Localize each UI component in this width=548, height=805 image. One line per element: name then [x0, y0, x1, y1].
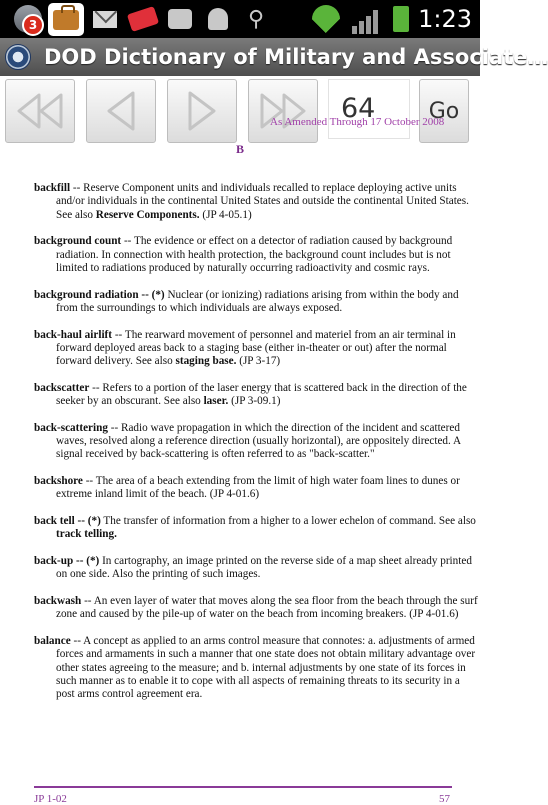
android-icon[interactable]: [204, 4, 232, 34]
navigation-toolbar: [0, 76, 480, 146]
entry-cross-reference[interactable]: Reserve Components.: [95, 208, 200, 221]
entry-definition: The evidence or effect on a detector of radiation caused by background radiation. In connection with health protection, the background count includes but is not limited to radiations produced by naturally occurring radioactivity and cosmic rays.: [56, 235, 453, 274]
entry-source: (JP 4-05.1): [199, 208, 252, 221]
tag-icon[interactable]: [126, 4, 160, 34]
amendment-note: As Amended Through 17 October 2008: [270, 116, 445, 128]
section-letter: B: [236, 142, 245, 156]
entry-definition: The area of a beach extending from the limit of high water foam lines to dunes or extreme inland limit of the beach. (JP 4-01.6): [56, 475, 460, 501]
entry-separator: --: [89, 381, 103, 394]
dod-seal-icon: [5, 44, 31, 70]
dictionary-entry: [34, 555, 480, 582]
status-bar: [0, 0, 480, 38]
dictionary-entry: [34, 635, 480, 701]
entry-term: back tell -- (*): [34, 515, 101, 528]
page-footer: [34, 793, 450, 805]
go-button[interactable]: Go: [419, 79, 469, 143]
app-title: DOD Dictionary of Military and Associate…: [44, 45, 548, 69]
entry-definition: Reserve Component units and individuals recalled to replace deploying active units and/or individuals in the continental United States and outside the continental United States. See also: [56, 182, 469, 221]
entry-source: (JP 3-17): [236, 355, 281, 368]
dictionary-entry: [34, 382, 480, 409]
entry-separator: --: [112, 328, 125, 341]
entry-term: back-haul airlift: [34, 328, 113, 341]
briefcase-icon[interactable]: [48, 3, 84, 36]
footer-page-number: 57: [439, 793, 450, 805]
entry-definition: The rearward movement of personnel and materiel from an air terminal in forward deployed areas back to a staging base (either in-theater or out) after the normal forward delivery. See also: [56, 328, 456, 368]
entry-term: backfill: [34, 182, 71, 194]
right-arrow-icon: [182, 89, 222, 133]
footer-publication: JP 1-02: [34, 793, 67, 805]
entry-definition: Radio wave propagation in which the direction of the incident and scattered waves, resolved along a reference direction (usually horizontal), are oppositely directed. A signal received by back-scattering is often referred to as "back-scatter.": [56, 421, 461, 461]
entry-definition: A concept as applied to an arms control measure that connotes: a. adjustments of armed forces and armaments in such a manner that one state does not obtain military advantage over other states agreeing to the measure; and b. internal adjustments by one state of its forces in such manner as to enable it to cope with all aspects of remaining threats to its security in a post arms control agreement era.: [56, 635, 476, 701]
usb-icon[interactable]: ⚲: [247, 6, 265, 32]
entry-term: backscatter: [34, 381, 90, 394]
entry-separator: --: [70, 635, 84, 648]
dictionary-entry: [34, 422, 480, 462]
mail-icon[interactable]: [92, 4, 118, 34]
entry-term: background radiation -- (*): [34, 288, 165, 301]
dictionary-entry: [34, 235, 480, 275]
dictionary-entry: [34, 329, 480, 369]
wifi-icon: [310, 4, 342, 34]
entry-separator: --: [70, 182, 84, 194]
entry-separator: --: [81, 595, 94, 608]
first-page-button[interactable]: [5, 79, 75, 143]
dictionary-entry: [34, 515, 480, 542]
dictionary-page: [34, 182, 480, 715]
entry-definition: The transfer of information from a higher to a lower echelon of command. See also: [103, 515, 476, 528]
entry-cross-reference[interactable]: staging base.: [175, 355, 237, 368]
dictionary-entry: [34, 289, 480, 316]
app-title-bar: [0, 38, 548, 76]
clock: 1:23: [418, 5, 472, 33]
entry-term: balance: [34, 635, 71, 648]
entry-cross-reference[interactable]: track telling.: [56, 528, 117, 541]
footer-divider: [34, 786, 452, 788]
entry-separator: --: [82, 475, 96, 488]
previous-page-button[interactable]: [86, 79, 156, 143]
entry-separator: --: [121, 235, 134, 248]
left-arrow-icon: [101, 89, 141, 133]
app-badge-icon[interactable]: [8, 4, 48, 34]
entry-definition: In cartography, an image printed on the reverse side of a map sheet already printed on one side. Also the printing of such images.: [56, 555, 472, 581]
last-page-button[interactable]: [248, 79, 318, 143]
entry-term: back-up -- (*): [34, 555, 100, 568]
battery-charging-icon: [390, 4, 412, 34]
entry-term: background count: [34, 235, 122, 248]
dictionary-entry: [34, 475, 480, 502]
entry-definition: Nuclear (or ionizing) radiations arising from within the body and from the surroundings to which individuals are always exposed.: [56, 288, 459, 314]
signal-icon: [350, 4, 380, 34]
entry-separator: --: [107, 421, 121, 434]
dictionary-entry: [34, 182, 480, 222]
notification-count-badge: 3: [22, 14, 44, 36]
entry-term: back-scattering: [34, 421, 108, 434]
page-number-input[interactable]: 64: [328, 79, 410, 139]
entry-term: backshore: [34, 475, 83, 488]
dictionary-entry: [34, 595, 480, 622]
entry-definition: An even layer of water that moves along the sea floor from the beach through the surf zone and caused by the pile-up of water on the beach from incoming breakers. (JP 4-01.6): [56, 595, 478, 621]
next-page-button[interactable]: [167, 79, 237, 143]
entry-definition: Refers to a portion of the laser energy that is scattered back in the direction of the seeker by an obscurant. See also: [56, 381, 467, 408]
entry-source: (JP 3-09.1): [228, 395, 281, 408]
entry-cross-reference[interactable]: laser.: [203, 395, 229, 408]
chat-icon[interactable]: [166, 4, 194, 34]
double-left-arrow-icon: [15, 91, 65, 131]
entry-term: backwash: [34, 595, 82, 608]
